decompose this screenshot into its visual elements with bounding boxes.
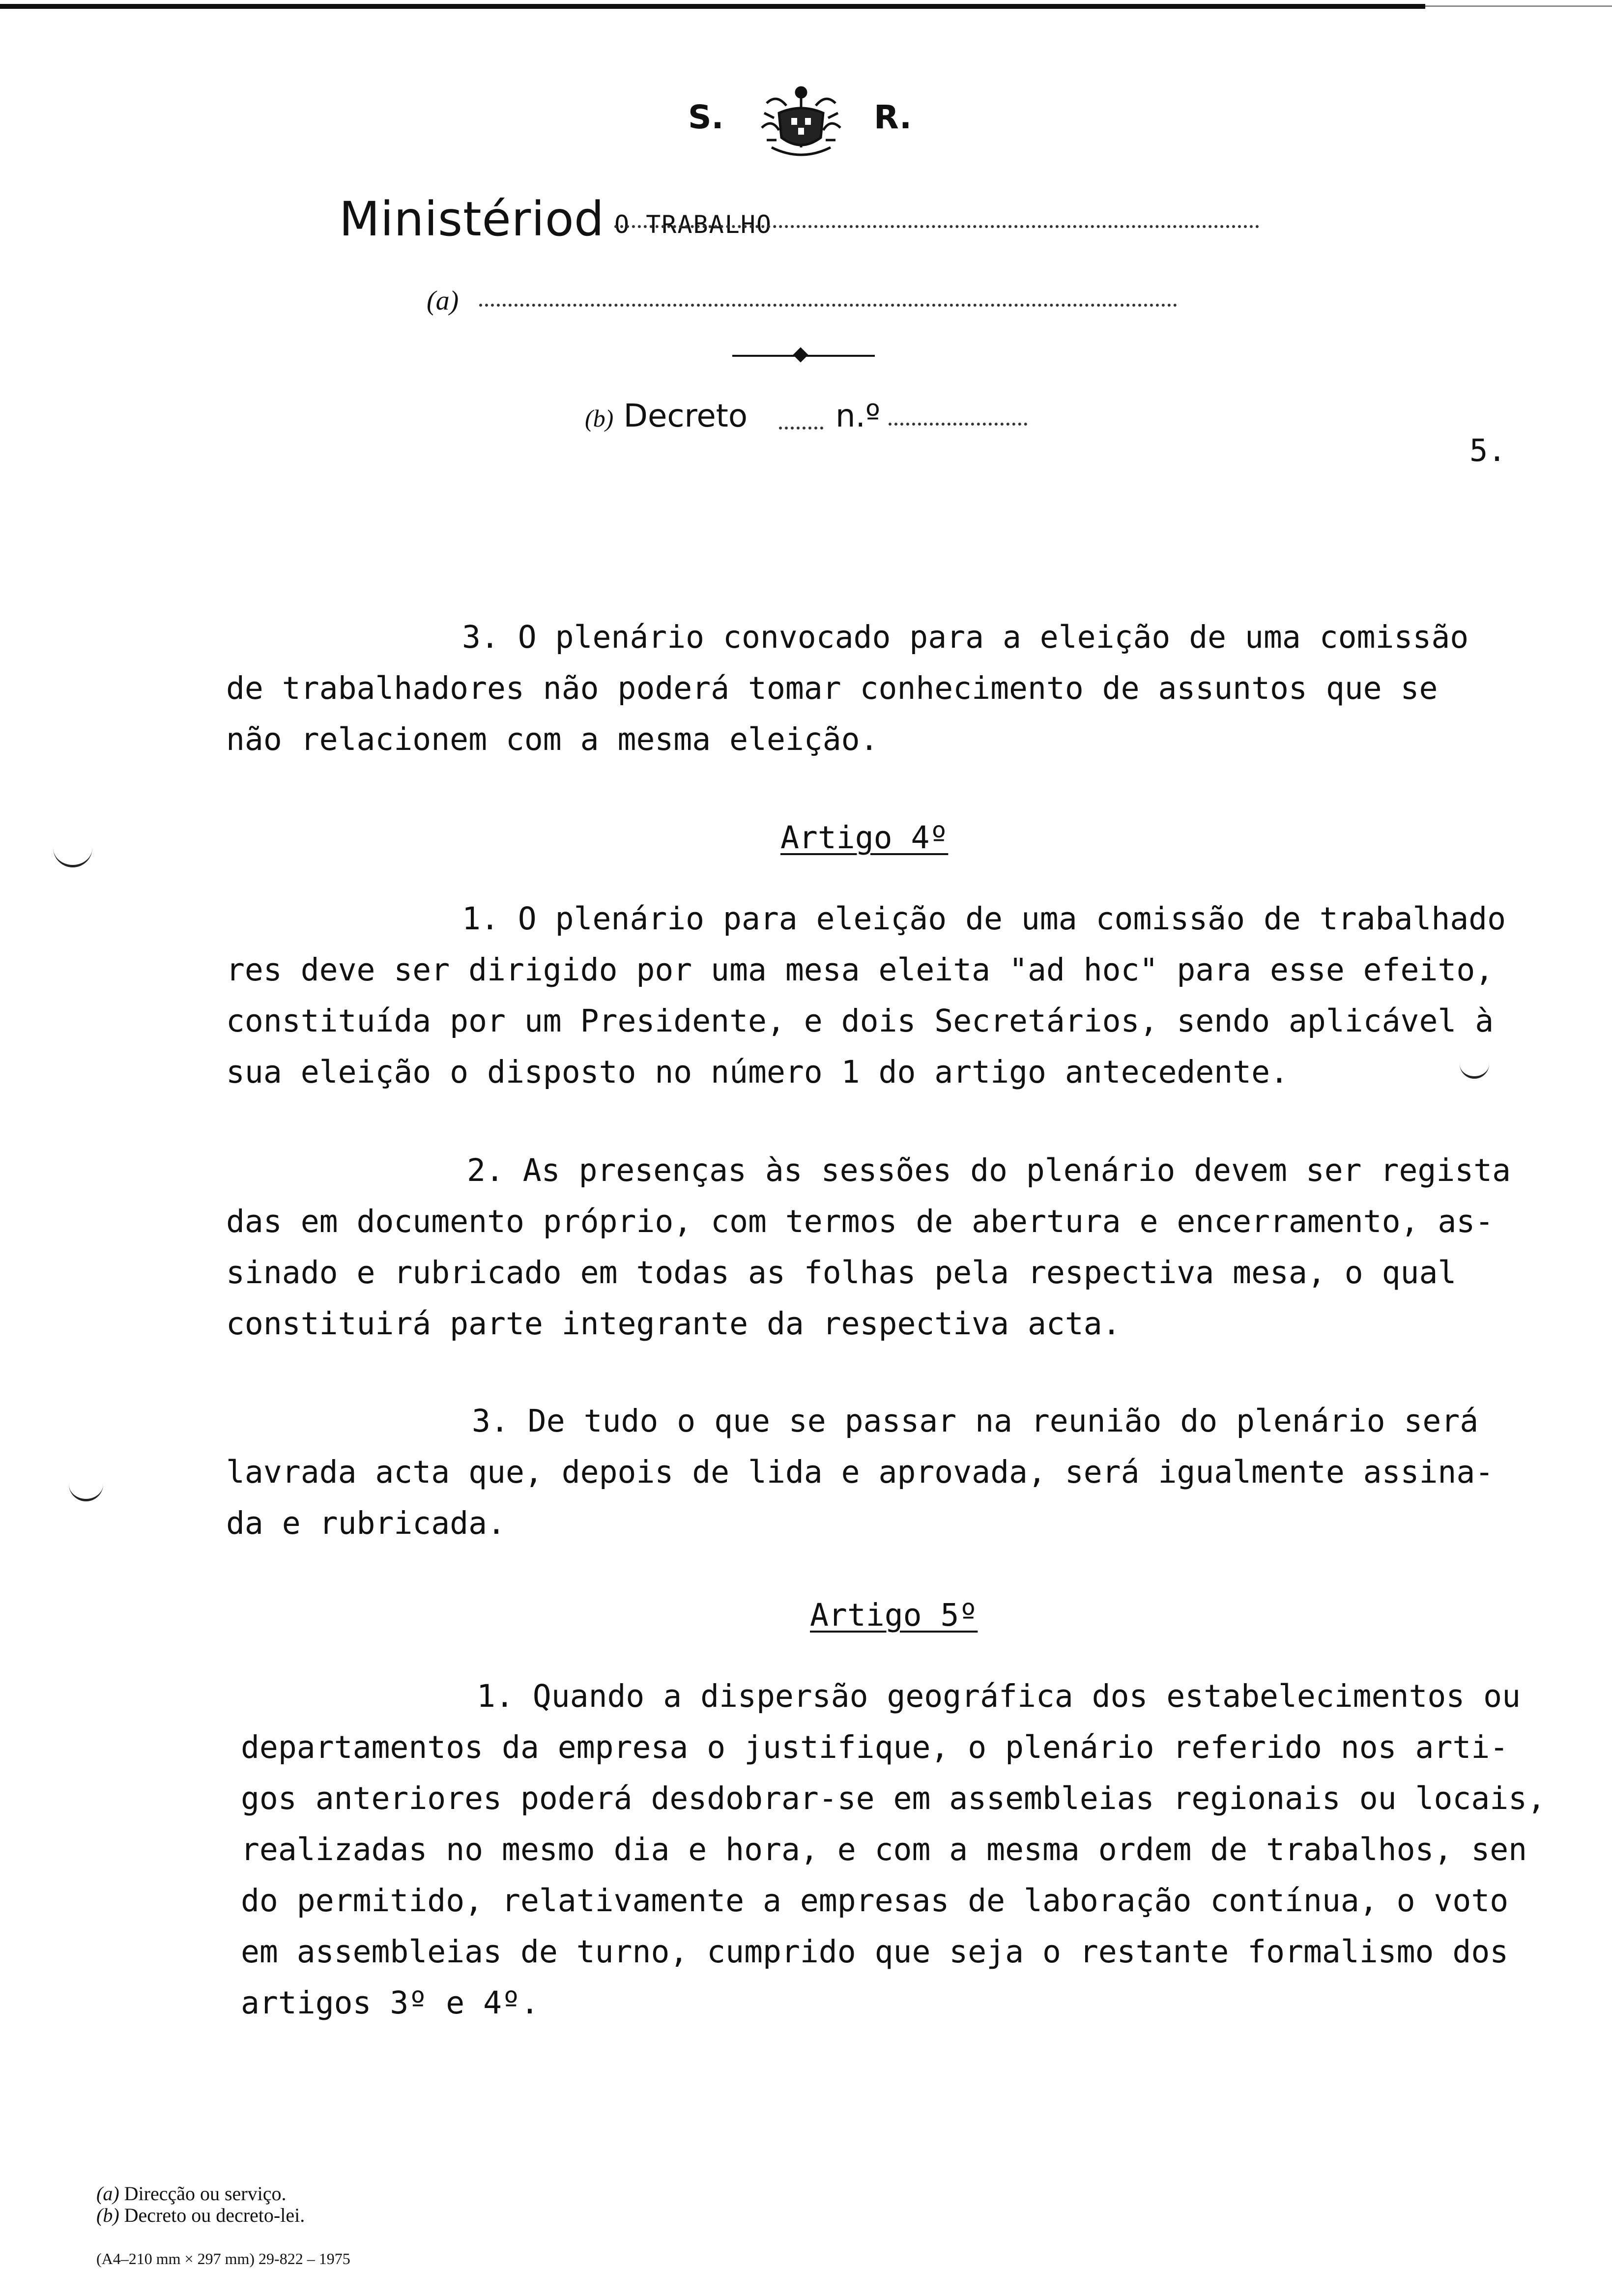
ministry-word: Ministério xyxy=(339,192,575,247)
top-border-rule-fade xyxy=(1425,5,1612,7)
text-line: não relacionem com a mesma eleição. xyxy=(226,721,879,757)
coat-of-arms-icon xyxy=(752,84,850,162)
direction-dotted-line xyxy=(479,304,1177,307)
text-line: 1. O plenário para eleição de uma comissão de trabalhado xyxy=(462,901,1506,937)
text-line: constituída por um Presidente, e dois Secretários, sendo aplicável à xyxy=(226,1003,1494,1039)
paragraph-art3-n3 xyxy=(226,612,1587,765)
text-line: de trabalhadores não poderá tomar conhecimento de assuntos que se xyxy=(226,670,1438,706)
paragraph-art5-n1 xyxy=(241,1671,1587,2029)
margin-mark xyxy=(69,1469,103,1501)
text-line: das em documento próprio, com termos de abertura e encerramento, as- xyxy=(226,1204,1494,1239)
margin-mark xyxy=(53,835,92,867)
paragraph-art4-n1 xyxy=(226,893,1587,1098)
top-border-rule xyxy=(0,4,1425,9)
footnote-a-key: (a) xyxy=(96,2182,119,2205)
paragraph-art4-n3 xyxy=(226,1396,1587,1549)
text-line: res deve ser dirigido por uma mesa eleita "ad hoc" para esse efeito, xyxy=(226,952,1494,988)
text-line: 1. Quando a dispersão geográfica dos estabelecimentos ou xyxy=(477,1678,1521,1714)
ministry-name: O TRABALHO xyxy=(614,210,773,239)
text-line: departamentos da empresa o justifique, o plenário referido nos arti- xyxy=(241,1729,1509,1765)
footnote-b xyxy=(96,2204,305,2227)
footnote-b-key: (b) xyxy=(96,2204,119,2226)
decree-line xyxy=(585,398,748,434)
text-line: constituirá parte integrante da respectiva acta. xyxy=(226,1306,1121,1342)
decree-label: Decreto xyxy=(623,398,748,434)
text-line: 3. De tudo o que se passar na reunião do plenário será xyxy=(472,1403,1479,1439)
footnote-b-text: Decreto ou decreto-lei. xyxy=(124,2204,305,2226)
text-line: sua eleição o disposto no número 1 do artigo antecedente. xyxy=(226,1054,1289,1090)
text-line: realizadas no mesmo dia e hora, e com a mesma ordem de trabalhos, sen xyxy=(241,1832,1527,1867)
text-line: gos anteriores poderá desdobrar-se em assembleias regionais ou locais, xyxy=(241,1780,1546,1816)
diamond-ornament-icon xyxy=(793,347,808,362)
text-line: 3. O plenário convocado para a eleição de uma comissão xyxy=(462,619,1469,655)
text-line: sinado e rubricado em todas as folhas pela respectiva mesa, o qual xyxy=(226,1255,1457,1291)
text-line: artigos 3º e 4º. xyxy=(241,1985,539,2021)
article-5-heading: Artigo 5º xyxy=(810,1597,978,1633)
decree-type-label: (b) xyxy=(585,404,614,432)
ministry-header xyxy=(339,192,1258,246)
text-line: lavrada acta que, depois de lida e aprovada, será igualmente assina- xyxy=(226,1454,1494,1490)
page-number: 5. xyxy=(1469,432,1506,468)
number-dotted-line xyxy=(889,423,1027,426)
text-line: da e rubricada. xyxy=(226,1505,506,1541)
letterhead-left-initial: S. xyxy=(688,98,724,136)
direction-label: (a) xyxy=(427,286,459,316)
print-reference: (A4–210 mm × 297 mm) 29-822 – 1975 xyxy=(96,2250,350,2267)
text-line: em assembleias de turno, cumprido que seja o restante formalismo dos xyxy=(241,1934,1509,1970)
letterhead-right-initial: R. xyxy=(874,98,912,136)
article-4-heading: Artigo 4º xyxy=(780,820,949,856)
paragraph-art4-n2 xyxy=(226,1145,1587,1349)
ministry-d: d xyxy=(574,192,604,247)
text-line: 2. As presenças às sessões do plenário devem ser regista xyxy=(467,1152,1511,1188)
text-line: do permitido, relativamente a empresas de laboração contínua, o voto xyxy=(241,1883,1509,1919)
decree-dotted-line xyxy=(779,427,823,430)
ministry-dotted-line xyxy=(614,225,1259,228)
footnote-a xyxy=(96,2182,286,2205)
number-label: n.º xyxy=(835,398,881,434)
footnote-a-text: Direcção ou serviço. xyxy=(124,2182,287,2205)
